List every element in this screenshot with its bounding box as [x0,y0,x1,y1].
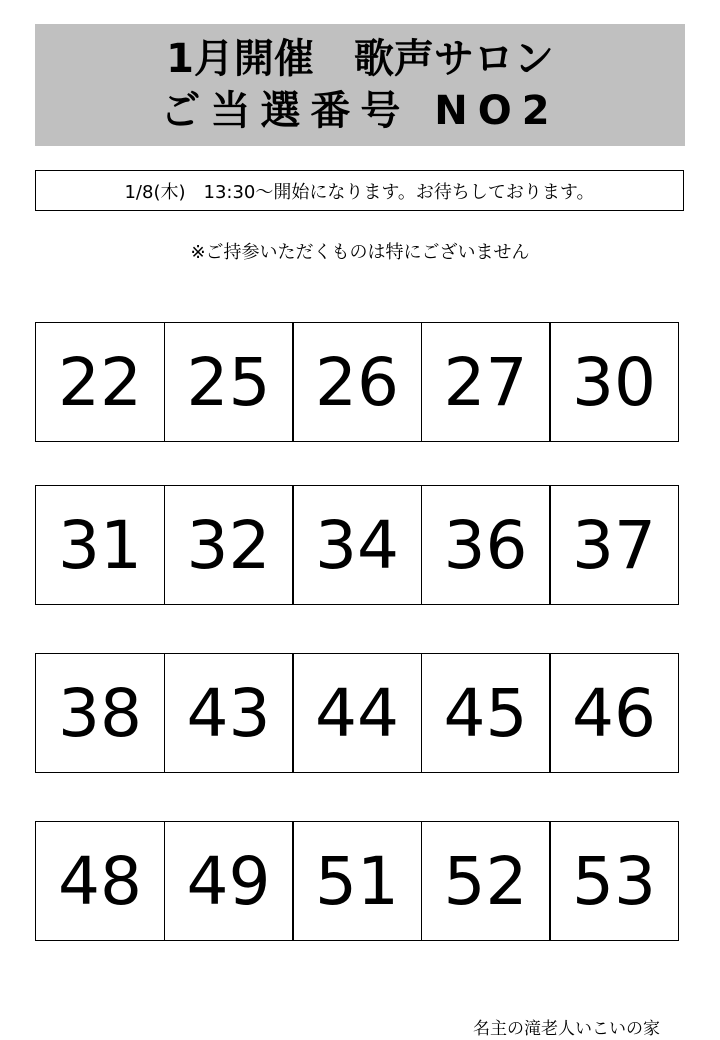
event-title: 1月開催 歌声サロン [166,36,554,82]
winning-number-cell: 27 [421,322,551,442]
winning-number-cell: 32 [164,485,294,605]
winning-number-cell: 22 [35,322,165,442]
winning-number-cell: 25 [164,322,294,442]
winning-number-cell: 51 [292,821,422,941]
winning-number-cell: 43 [164,653,294,773]
number-row [35,653,685,773]
organizer-name: 名主の滝老人いこいの家 [473,1019,660,1039]
winning-number-cell: 48 [35,821,165,941]
winning-numbers-title: ご当選番号 NO2 [160,88,560,134]
winning-number-cell: 44 [292,653,422,773]
title-banner [35,24,685,146]
number-row [35,322,685,442]
winning-number-cell: 34 [292,485,422,605]
number-row [35,485,685,605]
winning-number-cell: 45 [421,653,551,773]
winning-number-cell: 49 [164,821,294,941]
winning-number-cell: 52 [421,821,551,941]
winning-number-cell: 38 [35,653,165,773]
winning-number-cell: 36 [421,485,551,605]
bring-items-note: ※ご持参いただくものは特にございません [190,242,530,263]
winning-number-cell: 37 [549,485,679,605]
winning-number-cell: 46 [549,653,679,773]
winning-number-cell: 30 [549,322,679,442]
winning-number-cell: 53 [549,821,679,941]
number-row [35,821,685,941]
winning-number-cell: 31 [35,485,165,605]
winning-number-cell: 26 [292,322,422,442]
start-time-notice: 1/8(木) 13:30～開始になります。お待ちしております。 [35,170,684,211]
